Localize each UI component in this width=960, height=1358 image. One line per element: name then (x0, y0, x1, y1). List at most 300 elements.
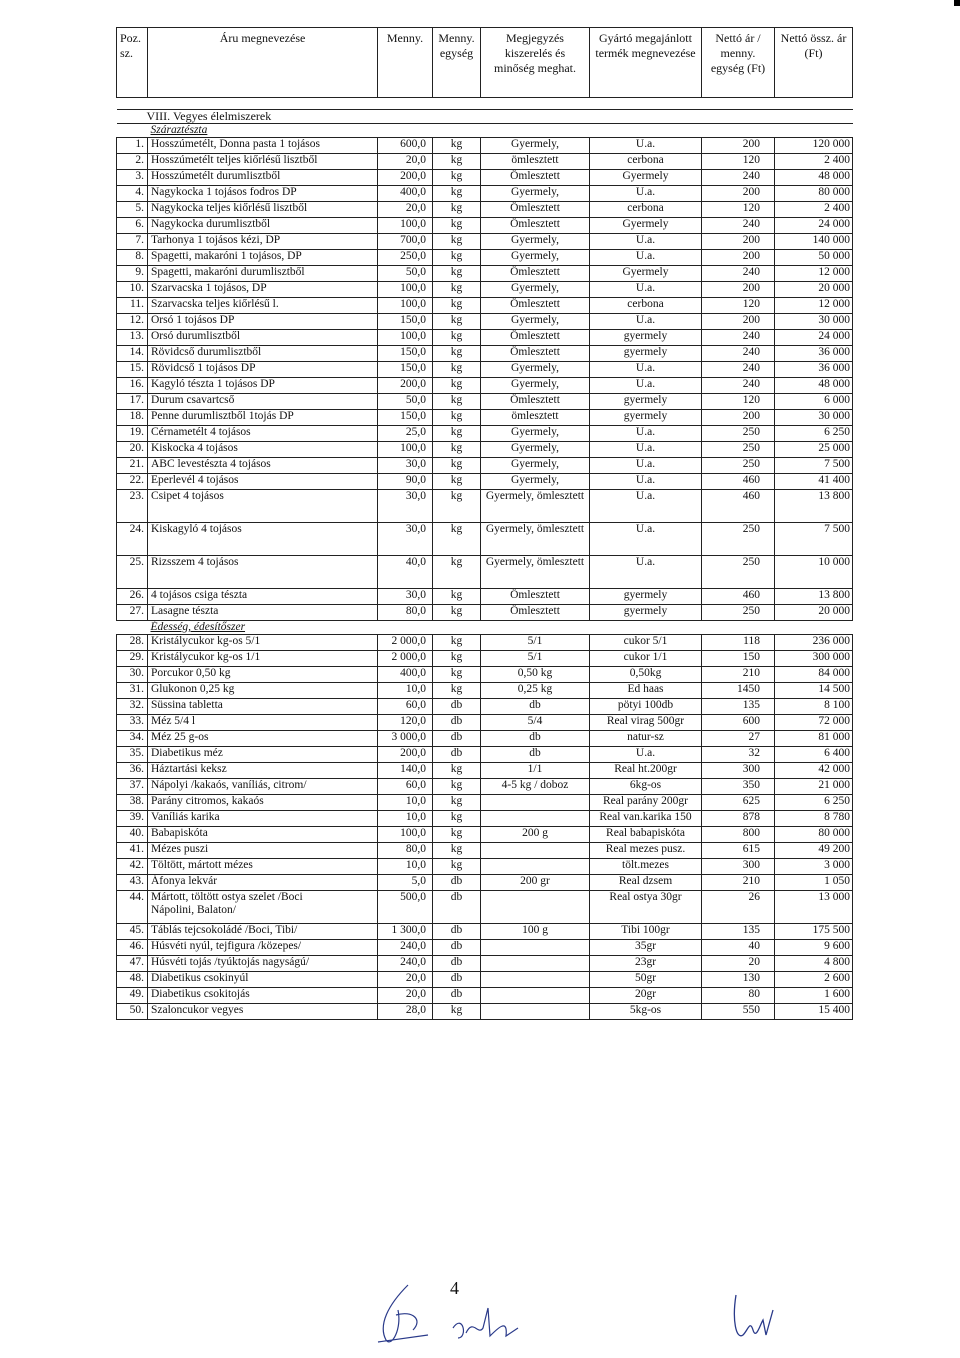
item-total: 72 000 (775, 715, 853, 731)
subsection-row-2 (117, 621, 853, 635)
table-row (117, 875, 853, 891)
row-number: 17. (117, 394, 148, 410)
item-total: 80 000 (775, 186, 853, 202)
item-total: 7 500 (775, 458, 853, 474)
item-total: 7 500 (775, 523, 853, 556)
item-note: Ömlesztett (481, 394, 590, 410)
row-number: 16. (117, 378, 148, 394)
item-note: Ömlesztett (481, 218, 590, 234)
table-row (117, 282, 853, 298)
item-note: db (481, 731, 590, 747)
item-unit-price: 200 (702, 250, 775, 266)
row-number: 37. (117, 779, 148, 795)
item-unit: kg (433, 811, 481, 827)
item-quantity: 10,0 (378, 859, 433, 875)
row-number: 22. (117, 474, 148, 490)
table-row (117, 346, 853, 362)
row-number: 35. (117, 747, 148, 763)
table-row (117, 589, 853, 605)
item-name: Tarhonya 1 tojásos kézi, DP (148, 234, 378, 250)
item-name: Kristálycukor kg-os 1/1 (148, 651, 378, 667)
item-total: 3 000 (775, 859, 853, 875)
item-quantity: 500,0 (378, 891, 433, 924)
item-quantity: 100,0 (378, 442, 433, 458)
item-name: Kristálycukor kg-os 5/1 (148, 635, 378, 651)
item-total: 10 000 (775, 556, 853, 589)
table-row (117, 683, 853, 699)
table-row (117, 250, 853, 266)
item-total: 2 400 (775, 154, 853, 170)
row-number: 32. (117, 699, 148, 715)
row-number: 23. (117, 490, 148, 523)
item-name: Húsvéti tojás /tyúktojás nagyságú/ (148, 956, 378, 972)
item-total: 1 600 (775, 988, 853, 1004)
item-quantity: 60,0 (378, 779, 433, 795)
header-producer: Gyártó megajánlott termék megnevezése (590, 28, 702, 98)
item-unit: kg (433, 795, 481, 811)
item-unit: kg (433, 186, 481, 202)
item-quantity: 3 000,0 (378, 731, 433, 747)
item-name: Csipet 4 tojásos (148, 490, 378, 523)
item-name: Babapiskóta (148, 827, 378, 843)
item-name: Orsó durumlisztből (148, 330, 378, 346)
item-unit-price: 200 (702, 138, 775, 154)
item-producer: 20gr (590, 988, 702, 1004)
item-unit: kg (433, 234, 481, 250)
item-unit-price: 135 (702, 924, 775, 940)
item-producer: U.a. (590, 138, 702, 154)
row-number: 6. (117, 218, 148, 234)
item-note: 0,25 kg (481, 683, 590, 699)
item-unit: db (433, 988, 481, 1004)
item-note (481, 795, 590, 811)
item-total: 6 400 (775, 747, 853, 763)
item-name: Durum csavartcső (148, 394, 378, 410)
table-row (117, 314, 853, 330)
row-number: 25. (117, 556, 148, 589)
table-row (117, 811, 853, 827)
item-producer: U.a. (590, 442, 702, 458)
item-unit: kg (433, 170, 481, 186)
item-name: Orsó 1 tojásos DP (148, 314, 378, 330)
item-unit-price: 460 (702, 474, 775, 490)
table-row (117, 170, 853, 186)
header-no: Poz. sz. (117, 28, 148, 98)
row-number: 48. (117, 972, 148, 988)
item-quantity: 25,0 (378, 426, 433, 442)
item-quantity: 20,0 (378, 154, 433, 170)
item-quantity: 150,0 (378, 410, 433, 426)
item-total: 24 000 (775, 330, 853, 346)
item-name: Penne durumlisztből 1tojás DP (148, 410, 378, 426)
item-quantity: 20,0 (378, 972, 433, 988)
item-quantity: 700,0 (378, 234, 433, 250)
item-quantity: 120,0 (378, 715, 433, 731)
header-unit-price: Nettó ár / menny. egység (Ft) (702, 28, 775, 98)
item-unit: kg (433, 635, 481, 651)
item-name: Szaloncukor vegyes (148, 1004, 378, 1020)
row-number: 18. (117, 410, 148, 426)
item-note: Gyermely, (481, 378, 590, 394)
row-number: 33. (117, 715, 148, 731)
item-total: 6 250 (775, 426, 853, 442)
item-quantity: 100,0 (378, 827, 433, 843)
item-unit: kg (433, 474, 481, 490)
item-producer: Real ostya 30gr (590, 891, 702, 924)
item-name: Nagykocka teljes kiőrlésű lisztből (148, 202, 378, 218)
row-number: 45. (117, 924, 148, 940)
item-total: 1 050 (775, 875, 853, 891)
item-producer: 35gr (590, 940, 702, 956)
item-producer: U.a. (590, 474, 702, 490)
item-unit-price: 1450 (702, 683, 775, 699)
item-unit: kg (433, 523, 481, 556)
item-unit-price: 240 (702, 330, 775, 346)
table-row (117, 138, 853, 154)
item-total: 50 000 (775, 250, 853, 266)
item-quantity: 1 300,0 (378, 924, 433, 940)
item-unit-price: 118 (702, 635, 775, 651)
item-unit: kg (433, 298, 481, 314)
row-number: 38. (117, 795, 148, 811)
row-number: 50. (117, 1004, 148, 1020)
item-producer: U.a. (590, 314, 702, 330)
item-name-line2: Nápolini, Balaton/ (151, 904, 236, 916)
table-row (117, 330, 853, 346)
item-unit: kg (433, 683, 481, 699)
item-note: Gyermely, (481, 138, 590, 154)
item-unit-price: 625 (702, 795, 775, 811)
item-quantity: 5,0 (378, 875, 433, 891)
row-number: 27. (117, 605, 148, 621)
item-quantity: 100,0 (378, 330, 433, 346)
item-unit: kg (433, 763, 481, 779)
table-row (117, 362, 853, 378)
item-note: Ömlesztett (481, 298, 590, 314)
item-producer: 0,50kg (590, 667, 702, 683)
table-row (117, 218, 853, 234)
table-row (117, 474, 853, 490)
spacer-row (117, 98, 853, 110)
item-unit: kg (433, 314, 481, 330)
item-note (481, 972, 590, 988)
table-row (117, 458, 853, 474)
item-quantity: 200,0 (378, 747, 433, 763)
item-unit: kg (433, 442, 481, 458)
table-row (117, 266, 853, 282)
item-unit-price: 615 (702, 843, 775, 859)
item-unit: kg (433, 266, 481, 282)
row-number: 29. (117, 651, 148, 667)
row-number: 34. (117, 731, 148, 747)
item-name: Szarvacska 1 tojásos, DP (148, 282, 378, 298)
item-producer: U.a. (590, 523, 702, 556)
item-unit: db (433, 715, 481, 731)
table-row (117, 956, 853, 972)
table-row (117, 843, 853, 859)
table-row (117, 651, 853, 667)
item-unit: kg (433, 1004, 481, 1020)
item-total: 175 500 (775, 924, 853, 940)
item-unit-price: 210 (702, 667, 775, 683)
item-quantity: 50,0 (378, 266, 433, 282)
row-number: 3. (117, 170, 148, 186)
item-note: Gyermely, (481, 458, 590, 474)
item-quantity: 28,0 (378, 1004, 433, 1020)
item-total: 8 100 (775, 699, 853, 715)
item-quantity: 20,0 (378, 202, 433, 218)
item-unit-price: 250 (702, 458, 775, 474)
item-total: 12 000 (775, 266, 853, 282)
item-note: Gyermely, (481, 362, 590, 378)
item-unit-price: 120 (702, 394, 775, 410)
row-number: 40. (117, 827, 148, 843)
row-number: 21. (117, 458, 148, 474)
item-quantity: 40,0 (378, 556, 433, 589)
item-unit: kg (433, 843, 481, 859)
item-name: Rövidcső durumlisztből (148, 346, 378, 362)
item-note (481, 859, 590, 875)
item-producer: cukor 5/1 (590, 635, 702, 651)
item-name: Nápolyi /kakaós, vaníliás, citrom/ (148, 779, 378, 795)
item-producer: Real mezes pusz. (590, 843, 702, 859)
item-unit: db (433, 972, 481, 988)
item-unit-price: 120 (702, 154, 775, 170)
item-name: Kiskagyló 4 tojásos (148, 523, 378, 556)
row-number: 46. (117, 940, 148, 956)
item-producer: cukor 1/1 (590, 651, 702, 667)
item-unit: kg (433, 458, 481, 474)
table-row (117, 859, 853, 875)
item-unit: kg (433, 218, 481, 234)
item-producer: cerbona (590, 154, 702, 170)
item-producer: 23gr (590, 956, 702, 972)
item-unit-price: 350 (702, 779, 775, 795)
item-note (481, 1004, 590, 1020)
item-name: Táblás tejcsokoládé /Boci, Tibi/ (148, 924, 378, 940)
item-name: Kiskocka 4 tojásos (148, 442, 378, 458)
item-unit: kg (433, 589, 481, 605)
item-unit-price: 240 (702, 378, 775, 394)
item-note (481, 956, 590, 972)
item-unit: db (433, 891, 481, 924)
item-producer: 50gr (590, 972, 702, 988)
item-total: 13 800 (775, 589, 853, 605)
row-number: 5. (117, 202, 148, 218)
item-producer: Gyermely (590, 266, 702, 282)
table-row (117, 556, 853, 589)
price-table (116, 27, 853, 1020)
signature-2 (448, 1298, 528, 1348)
item-producer: Real dzsem (590, 875, 702, 891)
item-name: Cérnametélt 4 tojásos (148, 426, 378, 442)
item-note: Gyermely, (481, 250, 590, 266)
item-unit-price: 460 (702, 490, 775, 523)
item-total: 6 250 (775, 795, 853, 811)
item-total: 24 000 (775, 218, 853, 234)
item-name: Spagetti, makaróni durumlisztből (148, 266, 378, 282)
item-producer: pötyi 100db (590, 699, 702, 715)
item-unit: kg (433, 651, 481, 667)
item-name: Áfonya lekvár (148, 875, 378, 891)
item-name: Szarvacska teljes kiőrlésű l. (148, 298, 378, 314)
row-number: 9. (117, 266, 148, 282)
item-quantity: 50,0 (378, 394, 433, 410)
item-name: Diabetikus csokitojás (148, 988, 378, 1004)
item-producer: U.a. (590, 362, 702, 378)
table-row (117, 667, 853, 683)
table-header (117, 28, 853, 98)
row-number: 28. (117, 635, 148, 651)
item-unit-price: 26 (702, 891, 775, 924)
item-producer: U.a. (590, 556, 702, 589)
item-unit-price: 300 (702, 859, 775, 875)
item-quantity: 100,0 (378, 282, 433, 298)
item-quantity: 100,0 (378, 218, 433, 234)
row-number: 2. (117, 154, 148, 170)
table-row (117, 891, 853, 924)
item-producer: 5kg-os (590, 1004, 702, 1020)
item-quantity: 30,0 (378, 589, 433, 605)
item-note (481, 940, 590, 956)
item-total: 30 000 (775, 314, 853, 330)
item-note: 4-5 kg / doboz (481, 779, 590, 795)
row-number: 39. (117, 811, 148, 827)
item-quantity: 2 000,0 (378, 651, 433, 667)
item-unit-price: 878 (702, 811, 775, 827)
item-quantity: 250,0 (378, 250, 433, 266)
item-note: Gyermely, ömlesztett (481, 523, 590, 556)
item-producer: U.a. (590, 378, 702, 394)
item-total: 140 000 (775, 234, 853, 250)
item-quantity: 200,0 (378, 170, 433, 186)
item-name: Méz 5/4 l (148, 715, 378, 731)
item-producer: Gyermely (590, 218, 702, 234)
item-total: 120 000 (775, 138, 853, 154)
item-producer: Ed haas (590, 683, 702, 699)
item-name: Hosszúmetélt teljes kiőrlésű lisztből (148, 154, 378, 170)
item-note (481, 843, 590, 859)
item-name: Mártott, töltött ostya szelet /Boci Nápolini, Balaton/ (148, 891, 378, 924)
item-quantity: 10,0 (378, 683, 433, 699)
table-row (117, 202, 853, 218)
item-name: Nagykocka 1 tojásos fodros DP (148, 186, 378, 202)
row-number: 30. (117, 667, 148, 683)
item-name: Süssina tabletta (148, 699, 378, 715)
item-unit: kg (433, 779, 481, 795)
item-name: ABC levestészta 4 tojásos (148, 458, 378, 474)
item-total: 81 000 (775, 731, 853, 747)
table-row (117, 924, 853, 940)
item-quantity: 90,0 (378, 474, 433, 490)
item-unit-price: 250 (702, 523, 775, 556)
item-unit: kg (433, 330, 481, 346)
row-number: 31. (117, 683, 148, 699)
item-unit-price: 120 (702, 298, 775, 314)
item-note: Ömlesztett (481, 589, 590, 605)
item-note: Gyermely, ömlesztett (481, 490, 590, 523)
row-number: 14. (117, 346, 148, 362)
row-number: 36. (117, 763, 148, 779)
item-name: Porcukor 0,50 kg (148, 667, 378, 683)
item-name: Mézes puszi (148, 843, 378, 859)
item-quantity: 30,0 (378, 523, 433, 556)
item-producer: gyermely (590, 589, 702, 605)
item-unit: kg (433, 426, 481, 442)
table-row (117, 715, 853, 731)
item-note: Gyermely, (481, 186, 590, 202)
item-total: 8 780 (775, 811, 853, 827)
item-unit-price: 80 (702, 988, 775, 1004)
table-row (117, 154, 853, 170)
table-row (117, 605, 853, 621)
item-quantity: 100,0 (378, 298, 433, 314)
item-name: Húsvéti nyúl, tejfigura /közepes/ (148, 940, 378, 956)
item-total: 42 000 (775, 763, 853, 779)
item-unit-price: 800 (702, 827, 775, 843)
row-number: 24. (117, 523, 148, 556)
item-unit: kg (433, 394, 481, 410)
item-note (481, 988, 590, 1004)
item-note: Gyermely, (481, 442, 590, 458)
item-quantity: 200,0 (378, 378, 433, 394)
item-total: 36 000 (775, 346, 853, 362)
item-total: 21 000 (775, 779, 853, 795)
item-name: Rizsszem 4 tojásos (148, 556, 378, 589)
row-number: 20. (117, 442, 148, 458)
subsection-title-2: Édesség, édesítőszer (117, 621, 853, 635)
item-name: Háztartási keksz (148, 763, 378, 779)
item-producer: U.a. (590, 282, 702, 298)
item-unit-price: 240 (702, 218, 775, 234)
item-producer: U.a. (590, 458, 702, 474)
header-note: Megjegyzés kiszerelés és minőség meghat. (481, 28, 590, 98)
item-unit: kg (433, 362, 481, 378)
item-note: 200 g (481, 827, 590, 843)
item-total: 30 000 (775, 410, 853, 426)
item-quantity: 400,0 (378, 667, 433, 683)
item-unit: kg (433, 346, 481, 362)
item-note: 5/1 (481, 635, 590, 651)
row-number: 43. (117, 875, 148, 891)
item-note: 1/1 (481, 763, 590, 779)
section-row (117, 110, 853, 124)
table-row (117, 186, 853, 202)
item-unit: kg (433, 827, 481, 843)
item-note: Gyermely, ömlesztett (481, 556, 590, 589)
row-number: 11. (117, 298, 148, 314)
table-row (117, 394, 853, 410)
item-total: 4 800 (775, 956, 853, 972)
item-total: 84 000 (775, 667, 853, 683)
table-row (117, 410, 853, 426)
item-producer: Real parány 200gr (590, 795, 702, 811)
item-quantity: 400,0 (378, 186, 433, 202)
item-producer: gyermely (590, 410, 702, 426)
row-number: 8. (117, 250, 148, 266)
item-name: Hosszúmetélt, Donna pasta 1 tojásos (148, 138, 378, 154)
table-row (117, 426, 853, 442)
item-note: Ömlesztett (481, 605, 590, 621)
item-producer: U.a. (590, 490, 702, 523)
item-quantity: 150,0 (378, 362, 433, 378)
row-number: 4. (117, 186, 148, 202)
table-row (117, 378, 853, 394)
item-total: 12 000 (775, 298, 853, 314)
item-note: Gyermely, (481, 314, 590, 330)
item-producer: tölt.mezes (590, 859, 702, 875)
item-note: ömlesztett (481, 154, 590, 170)
